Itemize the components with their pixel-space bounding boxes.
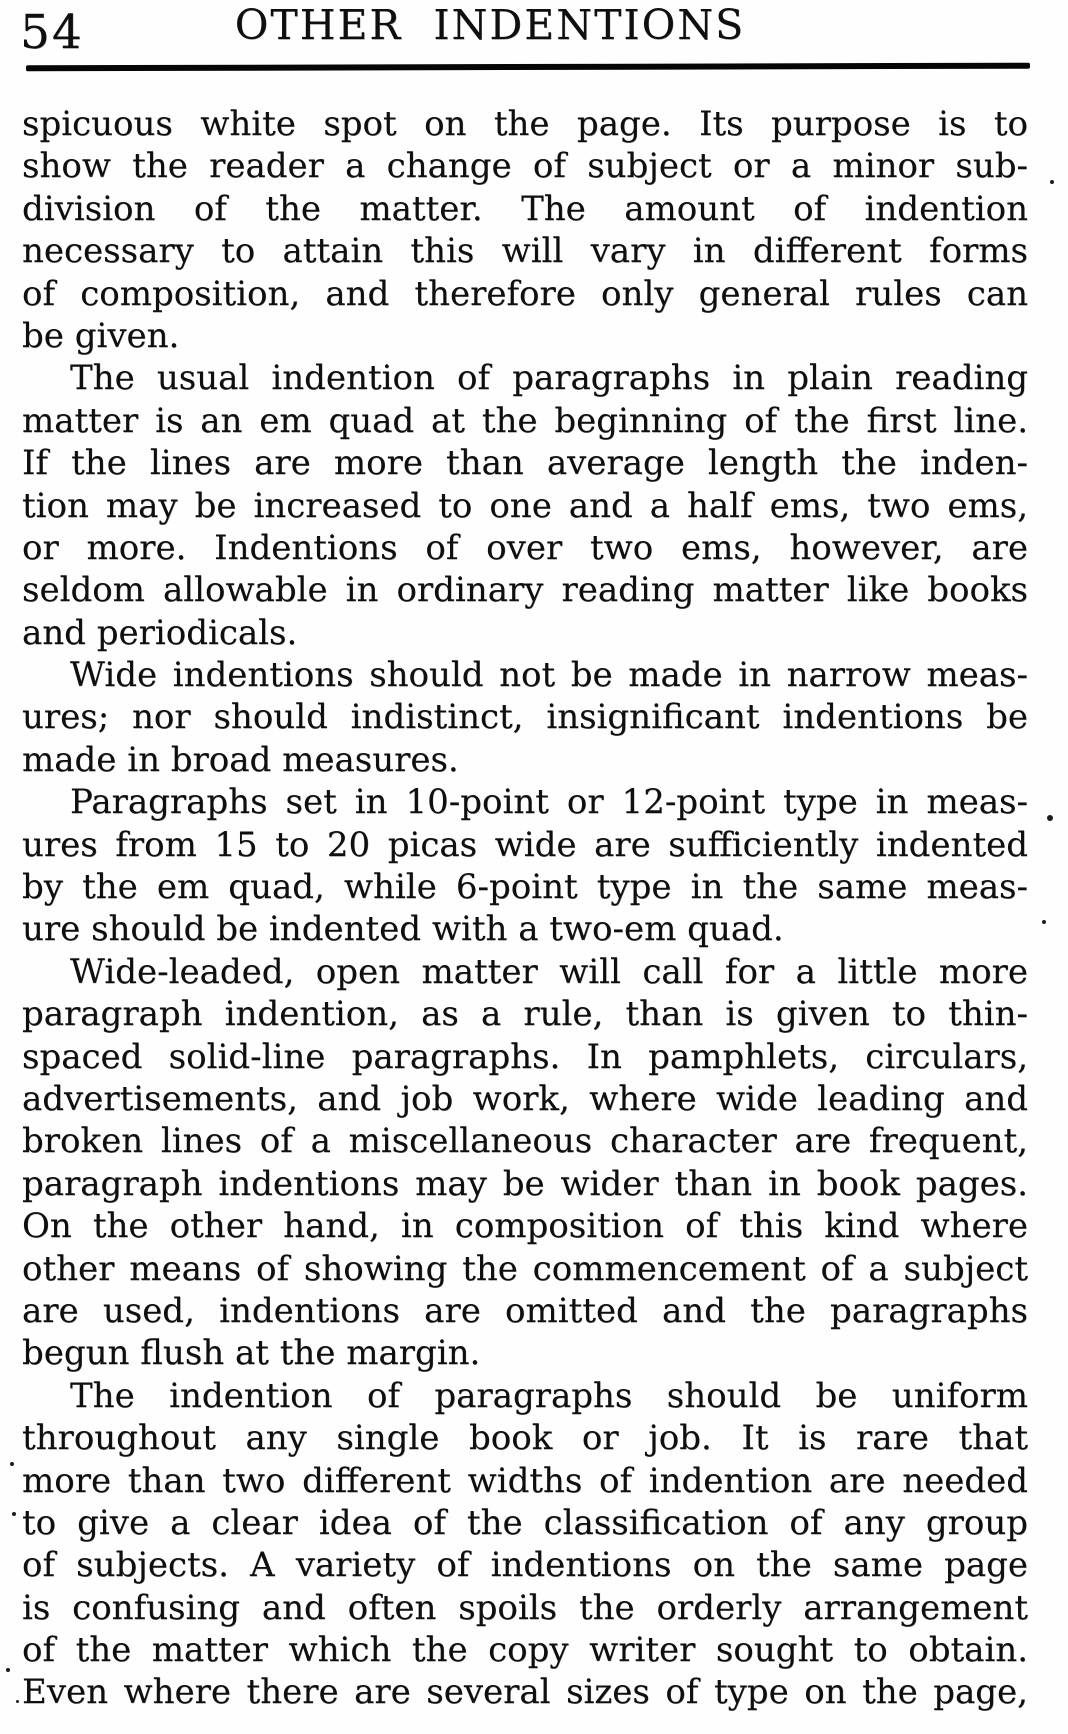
text-line: is confusing and often spoils the orderly arrangement: [22, 1587, 1028, 1628]
text-line: broken lines of a miscellaneous character are frequent,: [22, 1121, 1028, 1162]
text-line: show the reader a change of subject or a minor sub-: [22, 146, 1028, 187]
page-title: OTHER INDENTIONS: [234, 1, 746, 49]
text-line: made in broad measures.: [22, 739, 459, 780]
text-line: Paragraphs set in 10-point or 12-point type in meas-: [70, 782, 1028, 823]
text-line: by the em quad, while 6-point type in the same meas-: [22, 867, 1028, 908]
text-line: Wide-leaded, open matter will call for a little more: [70, 951, 1028, 992]
text-line: spaced solid-line paragraphs. In pamphlets, circulars,: [22, 1036, 1028, 1077]
text-line: of subjects. A variety of indentions on the same page: [22, 1545, 1028, 1586]
text-line: The usual indention of paragraphs in plain reading: [70, 358, 1028, 399]
text-line: ure should be indented with a two-em quad.: [22, 909, 784, 950]
text-line: of the matter which the copy writer sought to obtain.: [22, 1630, 1028, 1671]
text-line: or more. Indentions of over two ems, however, are: [22, 527, 1028, 568]
page-body: [22, 103, 1028, 1714]
paragraph: [22, 357, 1028, 654]
paragraph: [22, 654, 1028, 781]
text-line: ures; nor should indistinct, insignificant indentions be: [22, 697, 1028, 738]
text-line: If the lines are more than average length the inden-: [22, 443, 1028, 484]
scan-speck: [1042, 920, 1046, 924]
text-line: of composition, and therefore only general rules can: [22, 273, 1028, 314]
scan-speck: [6, 1668, 10, 1672]
text-line: begun flush at the margin.: [22, 1333, 481, 1374]
text-line: advertisements, and job work, where wide leading and: [22, 1078, 1028, 1119]
text-line: On the other hand, in composition of this kind where: [22, 1206, 1028, 1247]
text-line: other means of showing the commencement of a subject: [22, 1248, 1028, 1289]
text-line: spicuous white spot on the page. Its purpose is to: [22, 104, 1028, 144]
text-line: ures from 15 to 20 picas wide are sufficiently indented: [22, 824, 1028, 865]
text-line: and periodicals.: [22, 612, 298, 653]
scan-speck: [10, 1462, 14, 1466]
header-rule: [26, 63, 1030, 72]
text-line: more than two different widths of indention are needed: [22, 1460, 1028, 1501]
text-line: matter is an em quad at the beginning of the first line.: [22, 400, 1028, 441]
paragraph: [22, 951, 1028, 1375]
text-line: Even where there are several sizes of type on the page,: [22, 1672, 1028, 1713]
scan-speck: [1047, 815, 1053, 821]
text-line: necessary to attain this will vary in different forms: [22, 231, 1028, 272]
text-line: be given.: [22, 315, 180, 356]
text-line: seldom allowable in ordinary reading matter like books: [22, 570, 1028, 611]
page-number: 54: [20, 5, 84, 60]
scan-speck: [1050, 180, 1054, 184]
text-line: throughout any single book or job. It is rare that: [22, 1418, 1028, 1459]
text-line: Wide indentions should not be made in narrow meas-: [70, 655, 1028, 696]
text-line: are used, indentions are omitted and the paragraphs: [22, 1290, 1028, 1331]
paragraph: [22, 781, 1028, 951]
paragraph: [22, 103, 1028, 357]
text-line: to give a clear idea of the classification of any group: [22, 1502, 1028, 1543]
text-line: The indention of paragraphs should be uniform: [70, 1375, 1028, 1416]
paragraph: [22, 1375, 1028, 1714]
text-line: paragraph indentions may be wider than in book pages.: [22, 1163, 1028, 1204]
text-line: tion may be increased to one and a half ems, two ems,: [22, 485, 1028, 526]
scan-speck: [16, 1700, 19, 1703]
text-line: division of the matter. The amount of indention: [22, 188, 1028, 229]
scan-speck: [12, 1512, 16, 1516]
text-line: paragraph indention, as a rule, than is given to thin-: [22, 994, 1028, 1035]
